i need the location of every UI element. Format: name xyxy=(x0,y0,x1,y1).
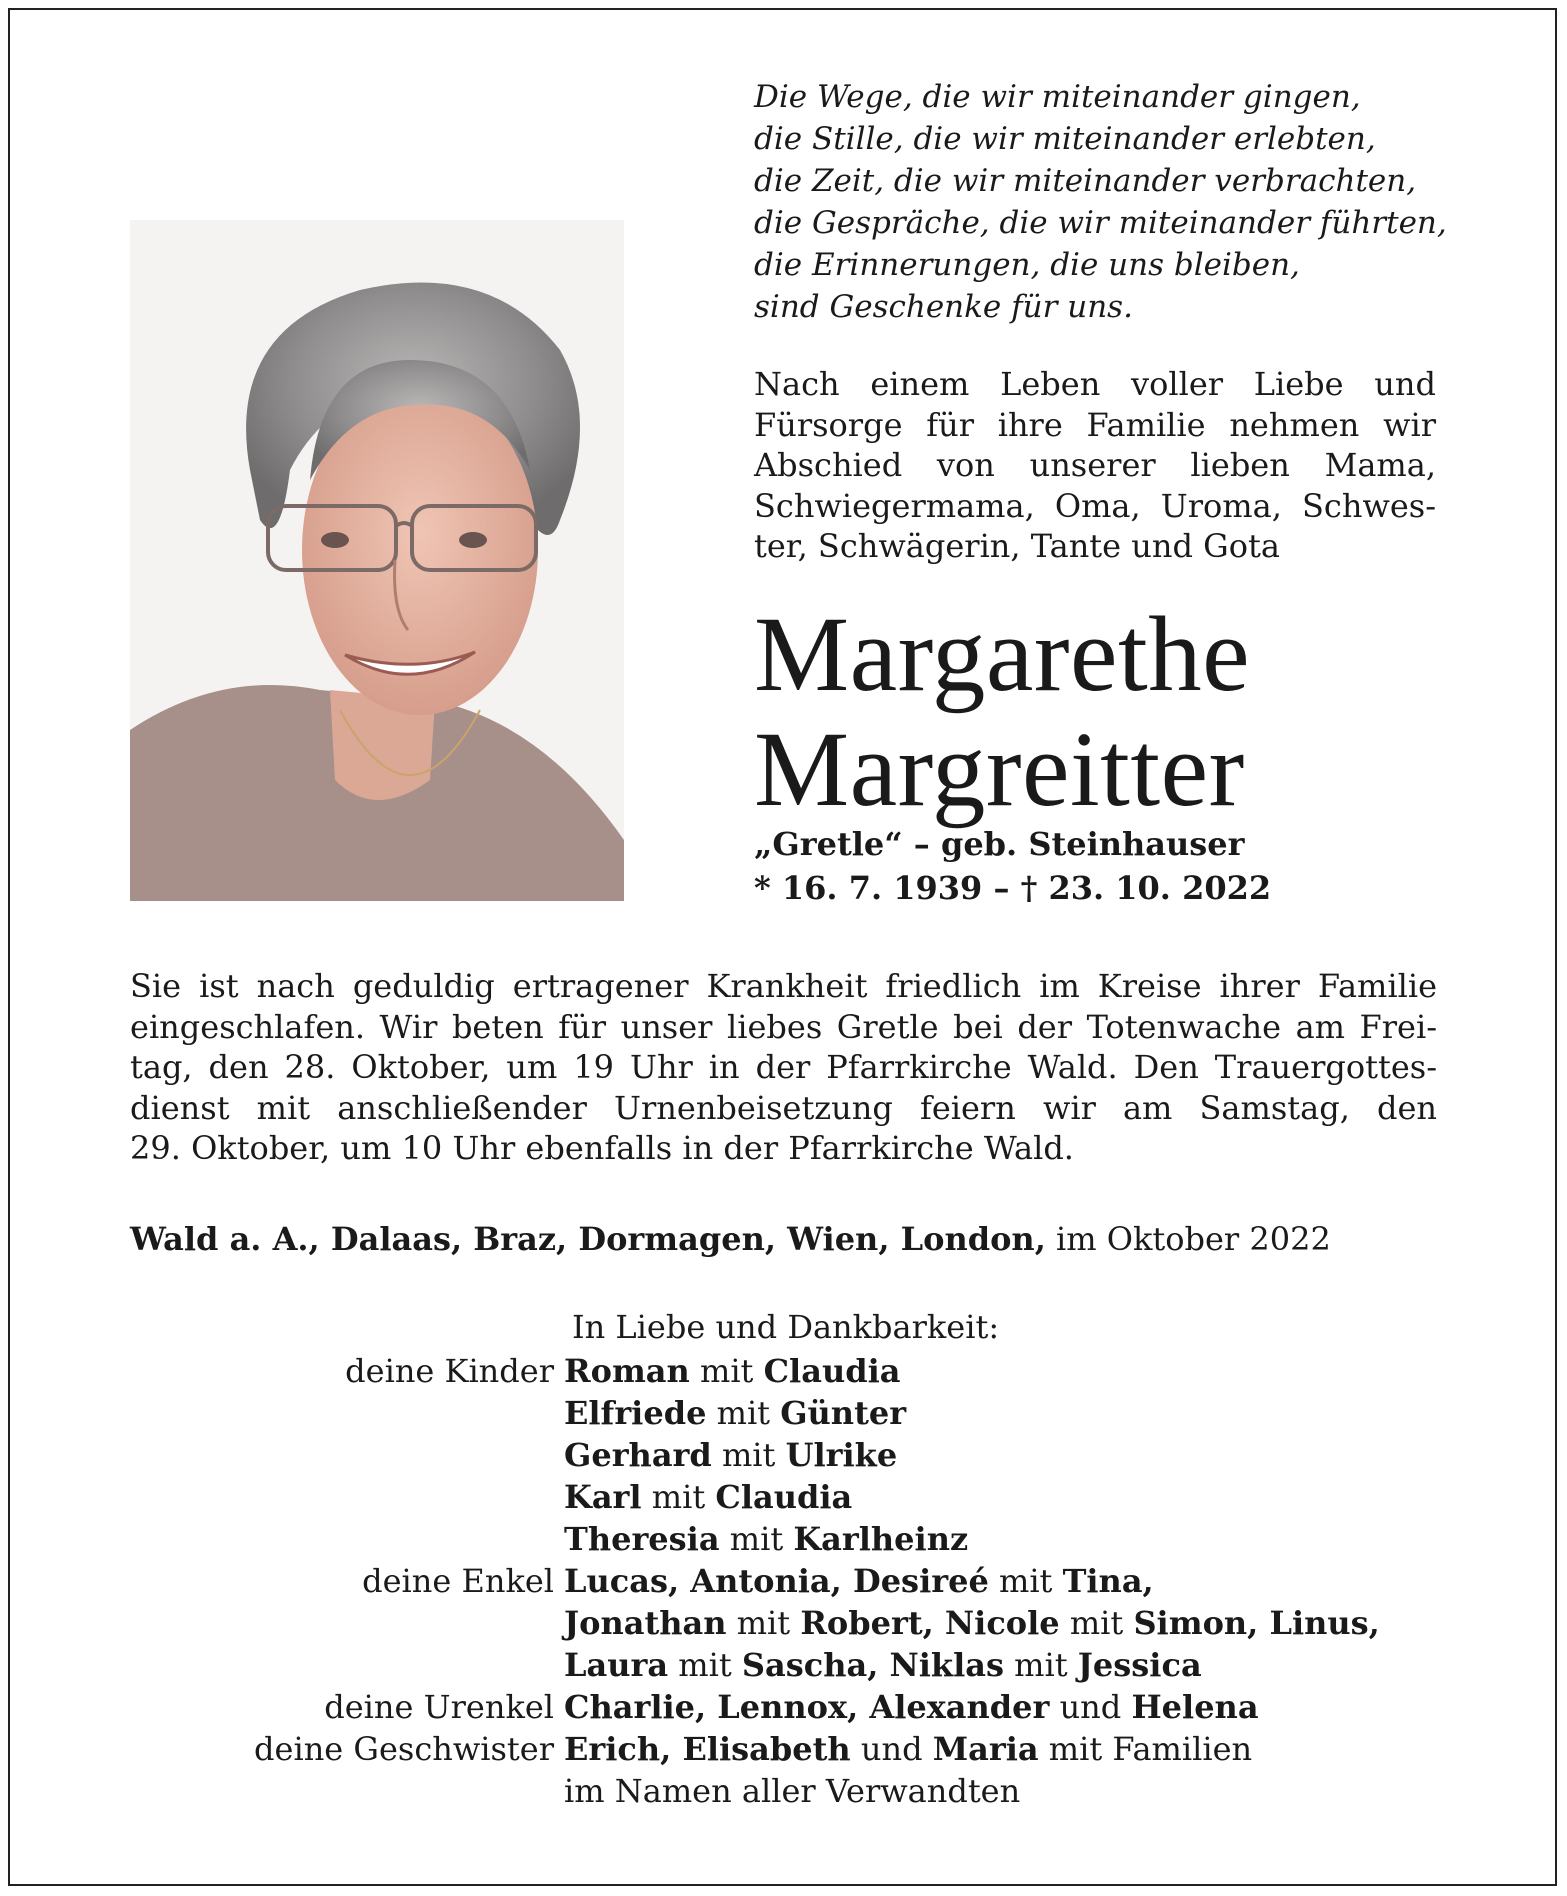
family-row xyxy=(130,1728,1490,1770)
poem-line: die Erinnerungen, die uns bleiben, xyxy=(754,247,1300,283)
family-member-name: Jonathan xyxy=(564,1604,727,1642)
family-member-name: Laura xyxy=(564,1646,669,1684)
family-member-name: Claudia xyxy=(763,1352,901,1390)
family-connector: mit xyxy=(1059,1604,1134,1642)
family-row xyxy=(130,1560,1490,1602)
family-connector: mit xyxy=(726,1604,801,1642)
family-member-name: Sascha, Niklas xyxy=(741,1646,1004,1684)
family-connector: mit xyxy=(719,1520,794,1558)
poem-line: die Gespräche, die wir miteinander führten, xyxy=(754,205,1447,241)
family-names xyxy=(564,1686,1259,1728)
family-names xyxy=(564,1350,900,1392)
family-member-name: Tina, xyxy=(1062,1562,1154,1600)
poem-line: die Zeit, die wir miteinander verbrachten, xyxy=(754,163,1417,199)
family-row xyxy=(130,1644,1490,1686)
family-connector: mit xyxy=(706,1394,781,1432)
family-row xyxy=(130,1686,1490,1728)
family-relation-label xyxy=(130,1476,564,1518)
body-line: Sie ist nach geduldig ertragener Krankheit friedlich im Kreise ihrer Familie xyxy=(130,967,1437,1005)
family-row xyxy=(130,1770,1490,1812)
date-note: im Oktober 2022 xyxy=(1045,1220,1331,1258)
family-connector: mit xyxy=(668,1646,742,1684)
family-member-name: Roman xyxy=(564,1352,690,1390)
family-names xyxy=(564,1770,1020,1812)
family-member-name: Theresia xyxy=(564,1520,720,1558)
family-row xyxy=(130,1350,1490,1392)
family-connector: mit xyxy=(689,1352,764,1390)
portrait-photo xyxy=(130,220,624,901)
body-line: tag, den 28. Oktober, um 19 Uhr in der Pfarrkirche Wald. Den Trauergottes- xyxy=(130,1048,1437,1086)
intro-text xyxy=(754,364,1436,567)
first-name: Margarethe xyxy=(754,596,1251,714)
intro-line: Nach einem Leben voller Liebe und xyxy=(754,365,1436,403)
family-connector: mit xyxy=(641,1478,716,1516)
family-connector: mit Familien xyxy=(1038,1730,1253,1768)
family-relation-label xyxy=(130,1392,564,1434)
family-connector: mit xyxy=(988,1562,1063,1600)
family-names xyxy=(564,1560,1154,1602)
family-relation-label: deine Geschwister xyxy=(254,1730,554,1768)
family-member-name: Claudia xyxy=(715,1478,853,1516)
poem-line: die Stille, die wir miteinander erlebten, xyxy=(754,121,1376,157)
body-line: 29. Oktober, um 10 Uhr ebenfalls in der Pfarrkirche Wald. xyxy=(130,1129,1074,1167)
family-names xyxy=(564,1518,968,1560)
poem xyxy=(754,76,1514,328)
family-names xyxy=(564,1644,1202,1686)
family-member-name: Karlheinz xyxy=(793,1520,969,1558)
family-names xyxy=(564,1434,897,1476)
thanks-line: In Liebe und Dankbarkeit: xyxy=(572,1308,1000,1346)
family-member-name: Elfriede xyxy=(564,1394,707,1432)
body-line: eingeschlafen. Wir beten für unser liebes Gretle bei der Totenwache am Frei- xyxy=(130,1007,1437,1046)
family-member-name: Ulrike xyxy=(785,1436,898,1474)
family-relation-label xyxy=(130,1644,564,1686)
family-relation-label xyxy=(130,1434,564,1476)
family-member-name: Helena xyxy=(1131,1688,1259,1726)
family-relation-label xyxy=(130,1770,564,1812)
family-list xyxy=(130,1350,1490,1812)
family-connector: mit xyxy=(1003,1646,1078,1684)
nickname-line: „Gretle“ – geb. Steinhauser xyxy=(754,825,1245,863)
family-row xyxy=(130,1518,1490,1560)
family-member-name: Karl xyxy=(564,1478,642,1516)
intro-line: Schwiegermama, Oma, Uroma, Schwes- xyxy=(754,486,1436,525)
family-relation-label xyxy=(130,1518,564,1560)
family-names xyxy=(564,1392,906,1434)
family-row xyxy=(130,1602,1490,1644)
family-names xyxy=(564,1728,1252,1770)
family-relation-label xyxy=(130,1602,564,1644)
family-member-name: Robert, Nicole xyxy=(800,1604,1060,1642)
poem-line: sind Geschenke für uns. xyxy=(754,289,1133,325)
dates-line: * 16. 7. 1939 – † 23. 10. 2022 xyxy=(754,869,1272,907)
poem-line: Die Wege, die wir miteinander gingen, xyxy=(754,79,1361,115)
family-relation-label: deine Urenkel xyxy=(324,1688,554,1726)
family-connector: und xyxy=(850,1730,933,1768)
family-connector: im Namen aller Verwandten xyxy=(564,1772,1021,1810)
intro-line: ter, Schwägerin, Tante und Gota xyxy=(754,527,1280,565)
intro-line: Fürsorge für ihre Familie nehmen wir xyxy=(754,405,1436,444)
family-row xyxy=(130,1434,1490,1476)
last-name: Margreitter xyxy=(754,711,1245,829)
family-member-name: Erich, Elisabeth xyxy=(564,1730,851,1768)
family-member-name: Charlie, Lennox, Alexander xyxy=(564,1688,1050,1726)
family-member-name: Günter xyxy=(780,1394,907,1432)
intro-line: Abschied von unserer lieben Mama, xyxy=(754,446,1436,484)
family-member-name: Simon, Linus, xyxy=(1133,1604,1380,1642)
family-member-name: Maria xyxy=(932,1730,1039,1768)
body-text xyxy=(130,966,1437,1169)
family-names xyxy=(564,1602,1380,1644)
family-connector: mit xyxy=(711,1436,786,1474)
family-connector: und xyxy=(1049,1688,1132,1726)
family-relation-label: deine Kinder xyxy=(345,1352,554,1390)
family-member-name: Gerhard xyxy=(564,1436,712,1474)
family-row xyxy=(130,1392,1490,1434)
family-row xyxy=(130,1476,1490,1518)
places-list: Wald a. A., Dalaas, Braz, Dormagen, Wien, London, xyxy=(130,1220,1046,1258)
family-names xyxy=(564,1476,852,1518)
family-member-name: Lucas, Antonia, Desireé xyxy=(564,1562,989,1600)
deceased-name xyxy=(754,598,1514,828)
places-line xyxy=(130,1218,1470,1260)
body-line: dienst mit anschließender Urnenbeisetzung feiern wir am Samstag, den xyxy=(130,1088,1437,1127)
portrait-illustration xyxy=(130,220,624,901)
family-member-name: Jessica xyxy=(1077,1646,1202,1684)
deceased-details xyxy=(754,822,1514,910)
family-relation-label: deine Enkel xyxy=(362,1562,554,1600)
